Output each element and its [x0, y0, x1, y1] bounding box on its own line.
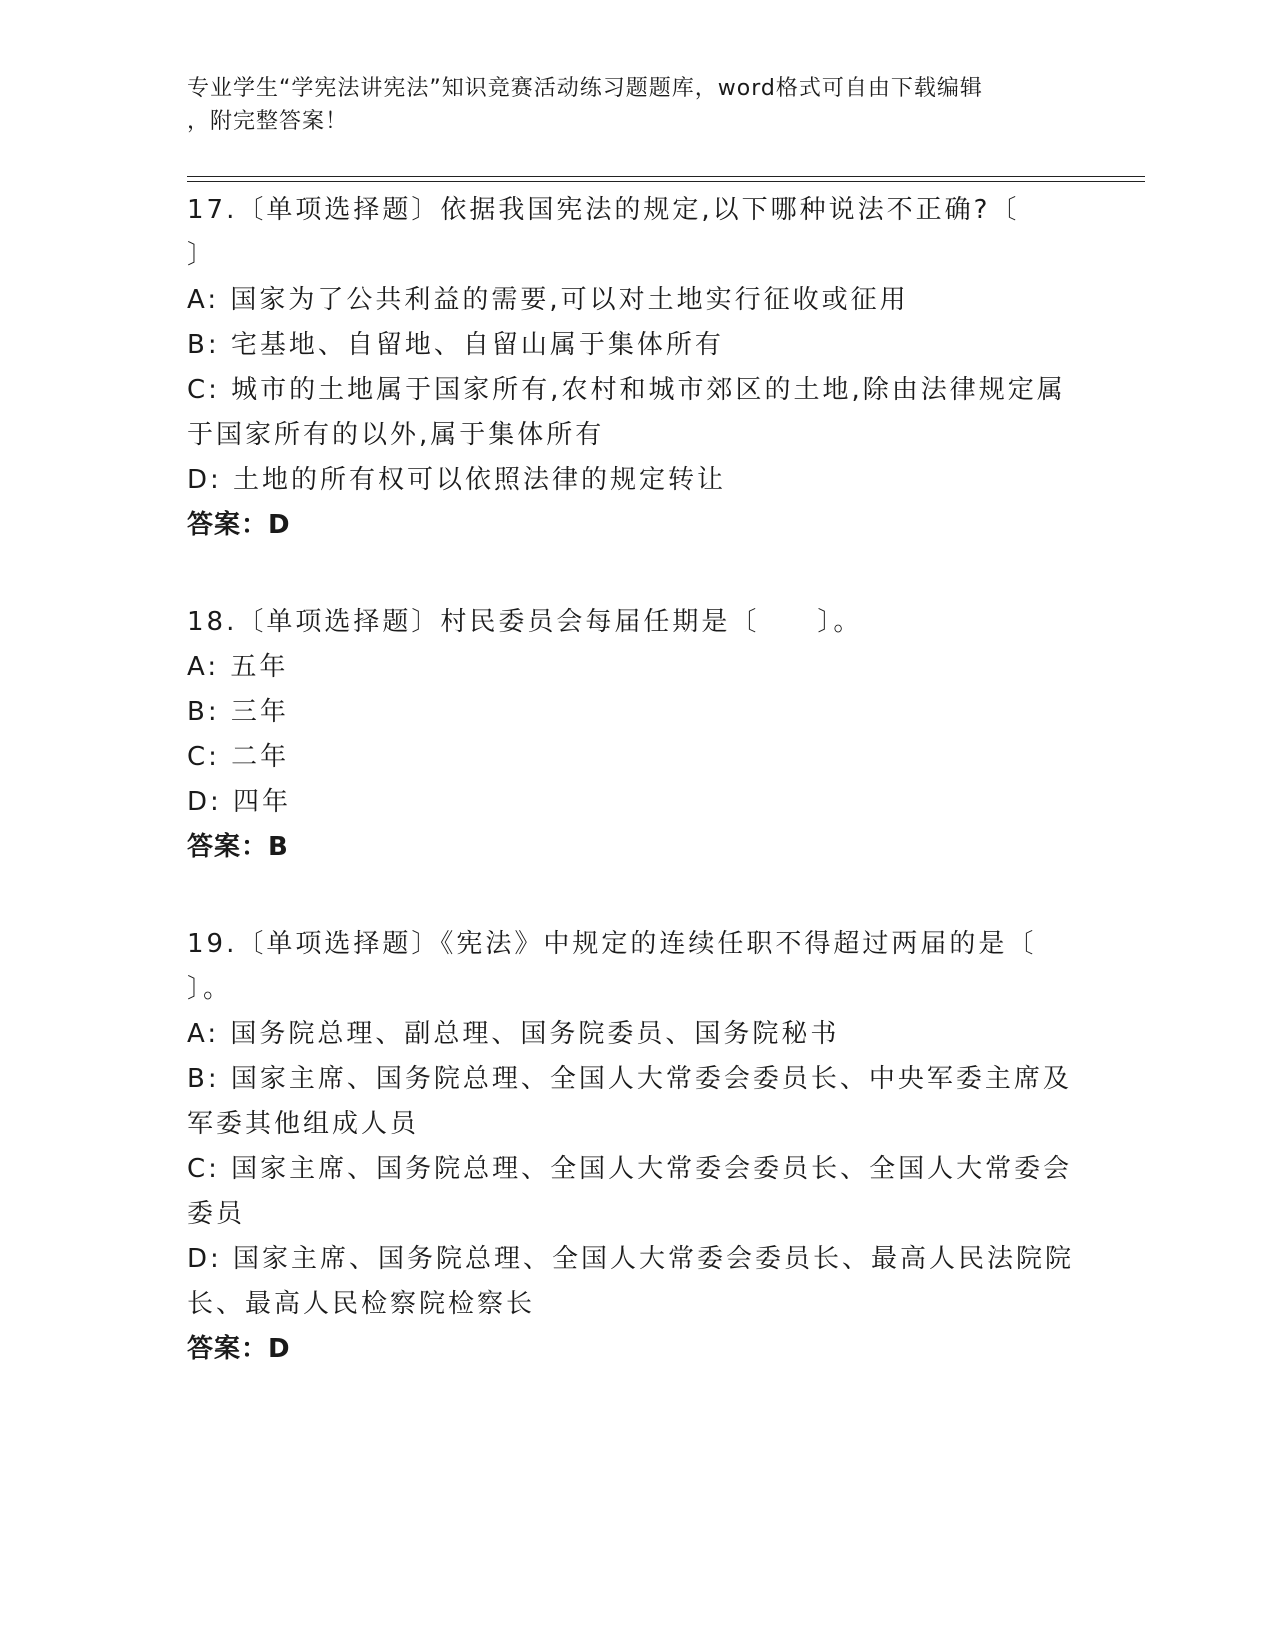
option-d-continued: 长、最高人民检察院检察长: [187, 1289, 536, 1319]
option-d: D: 国家主席、国务院总理、全国人大常委会委员长、最高人民法院院: [187, 1244, 1075, 1274]
option-b-continued: 军委其他组成人员: [187, 1109, 420, 1139]
option-c-continued: 委员: [187, 1199, 246, 1229]
option-b: B: 国家主席、国务院总理、全国人大常委会委员长、中央军委主席及: [187, 1064, 1072, 1094]
option-b: B: 三年: [187, 697, 289, 727]
question-18: [187, 600, 1077, 870]
option-c: C: 国家主席、国务院总理、全国人大常委会委员长、全国人大常委会: [187, 1154, 1073, 1184]
question-spacer: [187, 870, 1077, 922]
question-spacer: [187, 548, 1077, 600]
option-a: A: 国家为了公共利益的需要,可以对土地实行征收或征用: [187, 285, 909, 315]
option-c: C: 二年: [187, 742, 290, 772]
question-17: [187, 188, 1077, 548]
question-list: [187, 188, 1077, 1372]
header-divider: [187, 176, 1145, 182]
question-stem: 18.〔单项选择题〕村民委员会每届任期是〔 〕。: [187, 607, 863, 637]
question-19: [187, 922, 1077, 1372]
header-line-2: ，附完整答案！: [187, 109, 349, 134]
answer: 答案：D: [187, 1334, 291, 1364]
question-stem-continued: 〕。: [187, 974, 233, 1004]
answer: 答案：D: [187, 510, 291, 540]
question-stem: 19.〔单项选择题〕《宪法》中规定的连续任职不得超过两届的是〔: [187, 929, 1037, 959]
option-c: C: 城市的土地属于国家所有,农村和城市郊区的土地,除由法律规定属: [187, 375, 1066, 405]
option-c-continued: 于国家所有的以外,属于集体所有: [187, 420, 605, 450]
option-a: A: 五年: [187, 652, 289, 682]
option-b: B: 宅基地、自留地、自留山属于集体所有: [187, 330, 724, 360]
question-stem: 17.〔单项选择题〕依据我国宪法的规定,以下哪种说法不正确?〔: [187, 195, 1020, 225]
option-a: A: 国务院总理、副总理、国务院委员、国务院秘书: [187, 1019, 840, 1049]
question-stem-continued: 〕: [187, 240, 217, 270]
header-line-1: 专业学生“学宪法讲宪法”知识竞赛活动练习题题库，word格式可自由下载编辑: [187, 76, 983, 101]
answer: 答案：B: [187, 832, 289, 862]
document-header: [187, 72, 1067, 138]
option-d: D: 四年: [187, 787, 292, 817]
option-d: D: 土地的所有权可以依照法律的规定转让: [187, 465, 727, 495]
